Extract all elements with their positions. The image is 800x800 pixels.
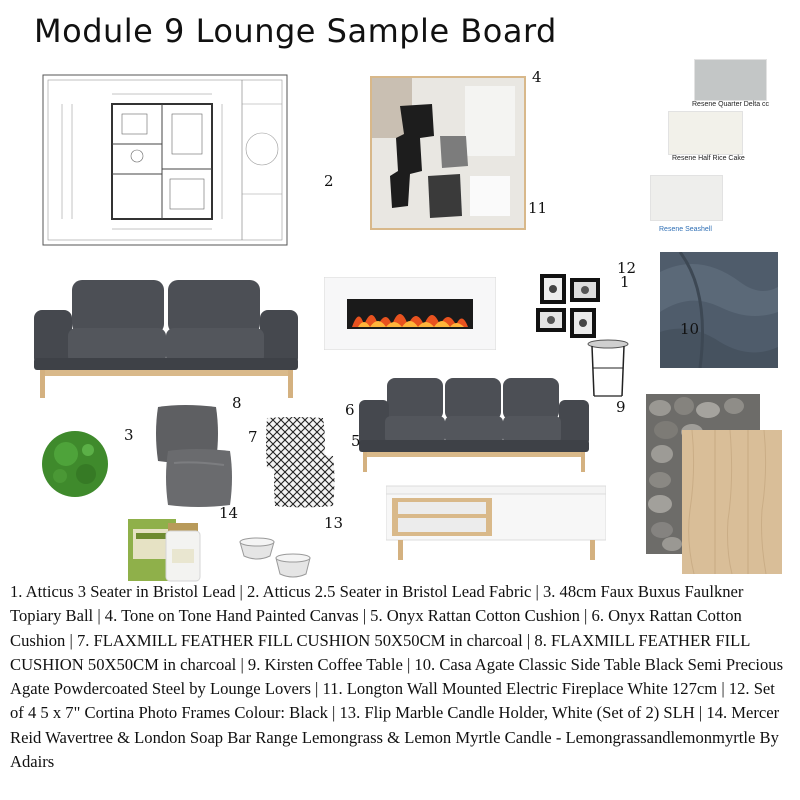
swatch-seashell xyxy=(650,175,723,221)
label-10: 10 xyxy=(680,320,700,338)
label-4: 4 xyxy=(532,68,542,86)
coffee-table-image xyxy=(386,484,606,562)
candle-image xyxy=(128,517,204,585)
abstract-canvas-image xyxy=(370,76,526,230)
swatch-half-rice-cake xyxy=(668,111,743,155)
label-2: 2 xyxy=(324,172,334,190)
label-9: 9 xyxy=(616,398,626,416)
marble-candle-holders-image xyxy=(236,536,314,584)
two-half-seater-sofa-image xyxy=(357,376,591,474)
label-8: 8 xyxy=(232,394,242,412)
label-13: 13 xyxy=(324,514,344,532)
label-3: 3 xyxy=(124,426,134,444)
label-14: 14 xyxy=(219,504,239,522)
product-list-caption: 1. Atticus 3 Seater in Bristol Lead | 2. Atticus 2.5 Seater in Bristol Lead Fabric | 3. 48cm Faux Buxus Faulkner Topiary Ball | 4. Tone on Tone Hand Painted Canvas | 5. Onyx Rattan Cotton Cushion | 6. Onyx Rattan Cotton Cushion | 7. FLAXMILL FEATHER FILL CUSHION 50X50CM in charcoal | 8. FLAXMILL FEATHER FILL CUSHION 50X50CM in charcoal | 9. Kirsten Coffee Table | 10. Casa Agate Classic Side Table Black Semi Precious Agate Powdercoated Steel by Lounge Lovers | 11. Longton Wall Mounted Electric Fireplace White 127cm | 12. Set of 4 5 x 7" Cortina Photo Frames Colour: Black | 13. Flip Marble Candle Holder, White (Set of 2) SLH | 14. Mercer Reid Wavertree & London Soap Bar Range Lemongrass & Lemon Myrtle Candle - Lemongrassandlemonmyrtle By Adairs xyxy=(10,582,784,772)
electric-fireplace-image xyxy=(324,277,496,350)
label-11: 11 xyxy=(528,199,548,217)
label-5: 5 xyxy=(351,432,361,450)
swatch-label-seashell: Resene Seashell xyxy=(659,226,712,233)
fabric-swatch-image xyxy=(660,252,778,368)
label-6: 6 xyxy=(345,401,355,419)
floor-plan-image xyxy=(42,74,288,246)
label-7: 7 xyxy=(248,428,258,446)
oak-floor-swatch-image xyxy=(682,430,782,574)
patterned-cushions-image xyxy=(265,416,337,510)
topiary-ball-image xyxy=(40,430,110,498)
three-seater-sofa-image xyxy=(32,278,300,402)
photo-frames-image xyxy=(534,272,604,342)
swatch-label-half-rice-cake: Resene Half Rice Cake xyxy=(672,155,745,162)
swatch-quarter-delta xyxy=(694,59,767,101)
grey-cushions-image xyxy=(154,403,238,509)
label-1: 1 xyxy=(620,273,630,291)
board-title: Module 9 Lounge Sample Board xyxy=(34,12,557,50)
agate-side-table-image xyxy=(584,338,632,402)
label-12: 12 xyxy=(617,259,637,277)
swatch-label-quarter-delta: Resene Quarter Delta cc xyxy=(692,101,770,108)
